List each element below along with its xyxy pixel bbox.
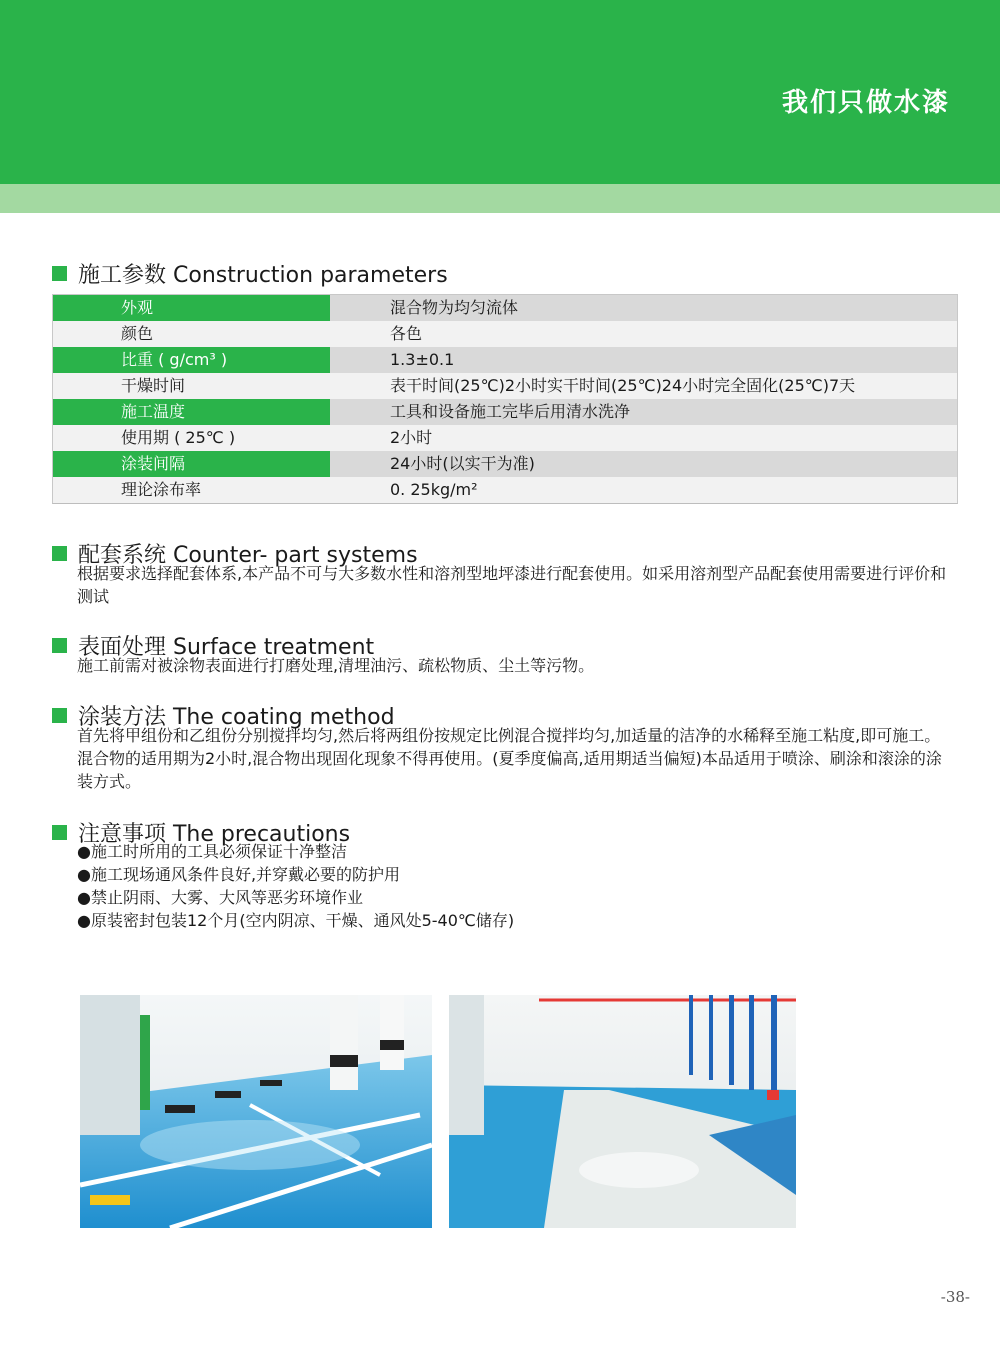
params-table (52, 294, 958, 504)
list-item: ●施工现场通风条件良好,并穿戴必要的防护用 (77, 865, 401, 884)
header-stripe (0, 184, 1000, 213)
square-bullet-icon (52, 266, 67, 281)
counterpart-text: 根据要求选择配套体系,本产品不可与大多数水性和溶剂型地坪漆进行配套使用。如采用溶剂型产品配套使用需要进行评价和测试 (77, 564, 947, 606)
table-row: 比重 ( g/cm³ ) 1.3±0.1 (53, 347, 957, 373)
page-number: -38- (940, 1288, 970, 1306)
table-row: 理论涂布率 0. 25kg/m² (53, 477, 957, 503)
brand-slogan: 我们只做水漆 (781, 88, 950, 118)
square-bullet-icon (52, 708, 67, 723)
square-bullet-icon (52, 638, 67, 653)
precautions-list (77, 840, 514, 932)
table-row: 使用期 ( 25℃ ) 2小时 (53, 425, 957, 451)
square-bullet-icon (52, 546, 67, 561)
list-item: ●禁止阴雨、大雾、大风等恶劣环境作业 (77, 888, 363, 907)
photo-parking-floor (80, 995, 432, 1228)
section-title-construction: 施工参数 Construction parameters (52, 258, 448, 289)
surface-text: 施工前需对被涂物表面进行打磨处理,清埋油污、疏松物质、尘土等污物。 (77, 656, 595, 675)
section-title-surface: 表面处理 Surface treatment (52, 630, 374, 661)
square-bullet-icon (52, 825, 67, 840)
table-row: 涂装间隔 24小时(以实干为准) (53, 451, 957, 477)
section-title-coating: 涂装方法 The coating method (52, 700, 395, 731)
table-row: 外观 混合物为均匀流体 (53, 295, 957, 321)
list-item: ●施工时所用的工具必须保证十净整洁 (77, 842, 347, 861)
coating-text: 首先将甲组份和乙组份分别搅拌均匀,然后将两组份按规定比例混合搅拌均匀,加适量的洁净的水稀释至施工粘度,即可施工。混合物的适用期为2小时,混合物出现固化现象不得再使用。(夏季度偏高,适用期适当偏短)本品适用于喷涂、刷涂和滚涂的涂装方式。 (77, 726, 942, 791)
table-row: 颜色 各色 (53, 321, 957, 347)
section-title-counterpart: 配套系统 Counter- part systems (52, 538, 418, 569)
photo-warehouse-floor (449, 995, 796, 1228)
table-row: 干燥时间 表干时间(25℃)2小时实干时间(25℃)24小时完全固化(25℃)7天 (53, 373, 957, 399)
table-row: 施工温度 工具和设备施工完毕后用清水洗净 (53, 399, 957, 425)
list-item: ●原装密封包装12个月(空内阴凉、干燥、通风处5-40℃储存) (77, 911, 515, 930)
section-title-precautions: 注意事项 The precautions (52, 817, 350, 848)
